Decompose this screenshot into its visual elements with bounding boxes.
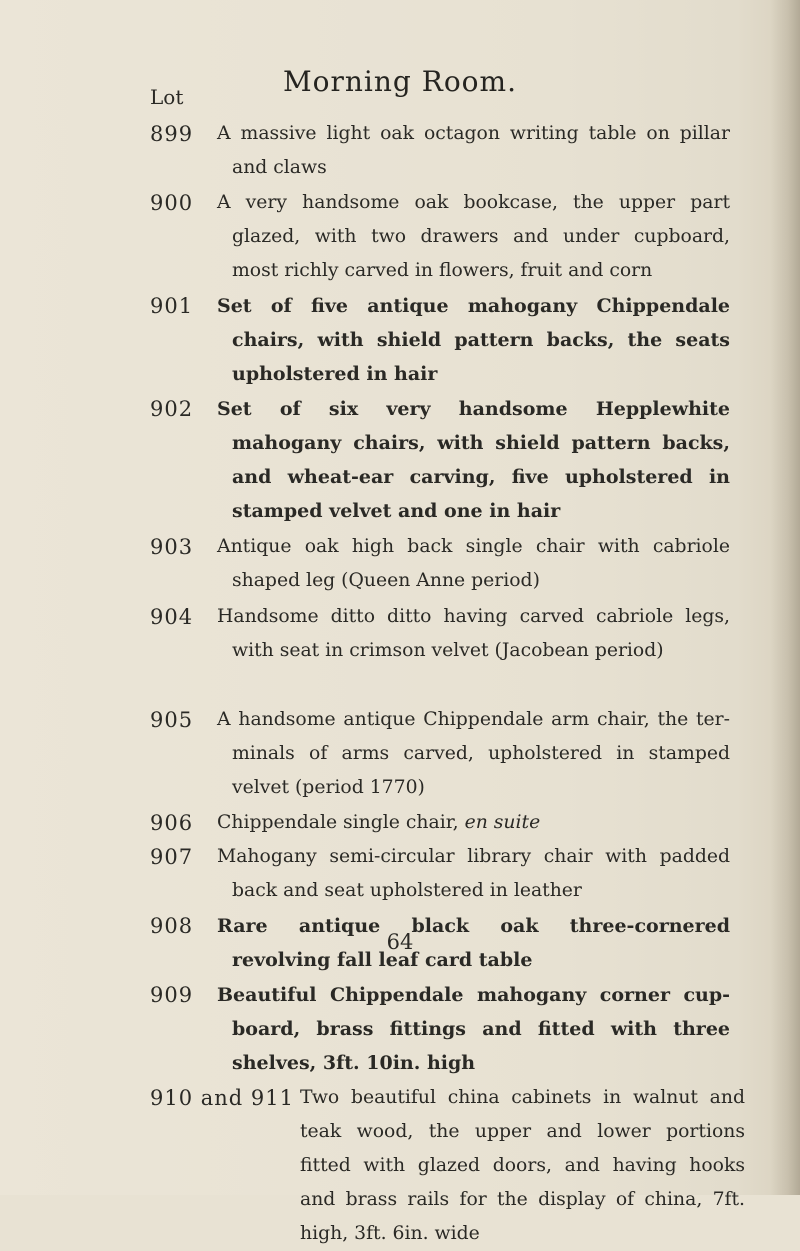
lot-number: 908 <box>150 914 194 938</box>
lot-description-text: Chippendale single chair, <box>217 812 459 833</box>
lot-number: 909 <box>150 983 194 1007</box>
lot-description: A massive light oak octagon writing table on pillar and claws <box>217 123 730 178</box>
lot-number: 900 <box>150 191 194 215</box>
lot-column-label: Lot <box>150 85 184 109</box>
lot-number: 905 <box>150 708 194 732</box>
lot-number: 903 <box>150 535 194 559</box>
lot-description: Rare antique black oak three-cornered revolving fall leaf card table <box>217 915 730 971</box>
lot-description: Beautiful Chippendale mahogany corner cup- board, brass fittings and fitted with three shelves, 3ft. 10in. high <box>217 984 730 1074</box>
lot-number: 902 <box>150 397 194 421</box>
lot-number: 901 <box>150 294 194 318</box>
lot-description: A handsome antique Chippendale arm chair, the ter- minals of arms carved, upholstered in stamped velvet (period 1770) <box>217 709 730 798</box>
lot-description: Set of five antique mahogany Chippendale chairs, with shield pattern backs, the seats upholstered in hair <box>217 295 730 385</box>
lot-description: Mahogany semi-circular library chair with padded back and seat upholstered in leather <box>217 846 730 901</box>
page-number: 64 <box>386 930 414 954</box>
lot-description: Handsome ditto ditto having carved cabriole legs, with seat in crimson velvet (Jacobean period) <box>217 606 730 661</box>
page-edge-shadow <box>770 0 800 1195</box>
lot-description: Set of six very handsome Hepplewhite mahogany chairs, with shield pattern backs, and wheat-ear carving, five upholstered in stamped velvet and one in hair <box>217 398 730 522</box>
lot-description-italic: en suite <box>464 812 541 833</box>
lot-number: 907 <box>150 845 194 869</box>
lot-description: Antique oak high back single chair with cabriole shaped leg (Queen Anne period) <box>217 536 730 591</box>
lot-description: Two beautiful china cabinets in walnut and teak wood, the upper and lower portions fitted with glazed doors, and having hooks and brass rails for the display of china, 7ft. high, 3ft. 6in. wide <box>300 1087 745 1244</box>
lot-number: 904 <box>150 605 194 629</box>
lot-number: 910 and 911 <box>150 1086 295 1110</box>
lot-description <box>217 806 730 840</box>
page-title: Morning Room. <box>282 65 517 98</box>
lot-number: 906 <box>150 811 194 835</box>
lot-description: A very handsome oak bookcase, the upper part glazed, with two drawers and under cupboard, most richly carved in flowers, fruit and corn <box>217 192 730 281</box>
lot-number: 899 <box>150 122 194 146</box>
